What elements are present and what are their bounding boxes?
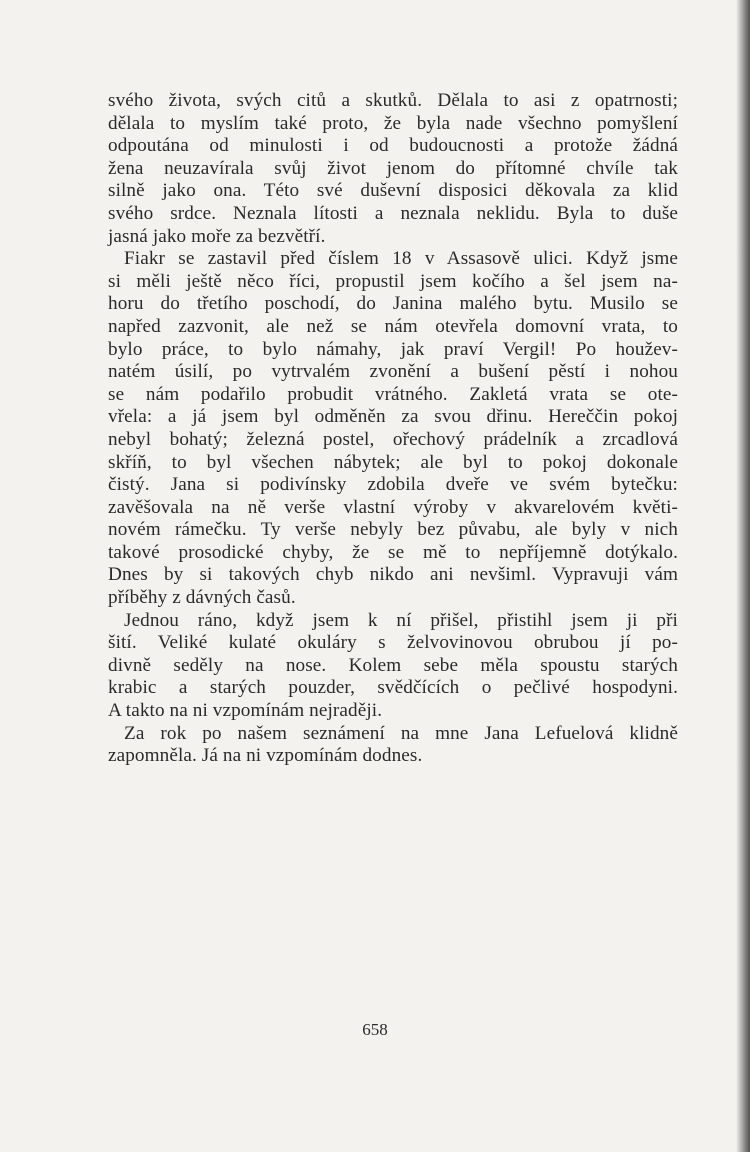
text-line: svého života, svých citů a skutků. Dělala to asi z opatrnosti; xyxy=(108,90,678,111)
text-line: vřela: a já jsem byl odměněn za svou dřinu. Hereččin pokoj xyxy=(108,406,678,428)
body-text xyxy=(108,90,678,768)
text-line: skříň, to byl všechen nábytek; ale byl to pokoj dokonale xyxy=(108,451,678,473)
text-line: takové prosodické chyby, že se mě to nepříjemně dotýkalo. xyxy=(108,541,678,563)
text-line: A takto na ni vzpomínám nejraději. xyxy=(108,700,383,722)
text-line: zapomněla. Já na ni vzpomínám dodnes. xyxy=(108,745,423,767)
text-line: natém úsilí, po vytrvalém zvonění a bušení pěstí i nohou xyxy=(108,361,678,383)
text-line: napřed zazvonit, ale než se nám otevřela domovní vrata, to xyxy=(108,315,678,337)
text-line: divně seděly na nose. Kolem sebe měla spoustu starých xyxy=(108,654,678,676)
text-line: si měli ještě něco říci, propustil jsem kočího a šel jsem na- xyxy=(108,270,678,292)
text-line: novém rámečku. Ty verše nebyly bez půvabu, ale byly v nich xyxy=(108,519,678,541)
page-number: 658 xyxy=(362,1020,388,1039)
text-line: Jednou ráno, když jsem k ní přišel, přistihl jsem ji při xyxy=(124,609,678,631)
text-line: silně jako ona. Této své duševní disposici děkovala za klid xyxy=(108,180,678,202)
text-line: Dnes by si takových chyb nikdo ani nevšiml. Vypravuji vám xyxy=(108,564,678,586)
text-line: bylo práce, to bylo námahy, jak praví Vergil! Po houžev- xyxy=(108,338,678,360)
text-line: odpoutána od minulosti i od budoucnosti a protože žádná xyxy=(108,135,678,157)
text-line: čistý. Jana si podivínsky zdobila dveře ve svém bytečku: xyxy=(108,474,678,496)
text-line: horu do třetího poschodí, do Janina malého bytu. Musilo se xyxy=(108,293,678,315)
text-line: dělala to myslím také proto, že byla nade všechno pomyšlení xyxy=(108,112,678,134)
text-line: nebyl bohatý; železná postel, ořechový prádelník a zrcadlová xyxy=(108,428,678,450)
text-line: šití. Veliké kulaté okuláry s želvovinovou obrubou jí po- xyxy=(108,632,678,654)
text-line: žena neuzavírala svůj život jenom do přítomné chvíle tak xyxy=(108,157,678,179)
text-line: zavěšovala na ně verše vlastní výroby v akvarelovém květi- xyxy=(108,496,678,518)
text-line: svého srdce. Neznala lítosti a neznala neklidu. Byla to duše xyxy=(108,202,678,224)
text-line: krabic a starých pouzder, svědčících o pečlivé hospodyni. xyxy=(108,677,678,699)
text-line: příběhy z dávných časů. xyxy=(108,587,296,609)
text-line: se nám podařilo probudit vrátného. Zakletá vrata se ote- xyxy=(108,383,678,405)
text-line: jasná jako moře za bezvětří. xyxy=(108,225,326,247)
text-line: Za rok po našem seznámení na mne Jana Lefuelová klidně xyxy=(124,722,678,744)
text-line: Fiakr se zastavil před číslem 18 v Assasově ulici. Když jsme xyxy=(124,248,678,270)
scan-edge-shadow xyxy=(736,0,750,1152)
